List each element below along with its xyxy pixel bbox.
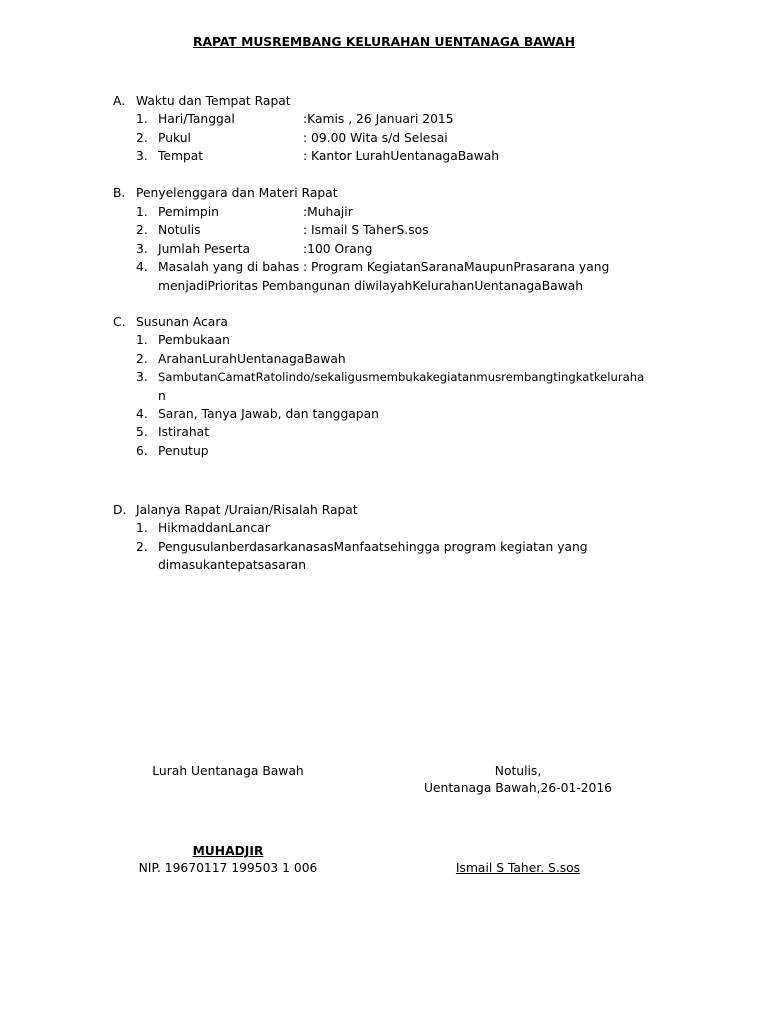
item-number: 3. [136, 242, 148, 256]
section-heading: Susunan Acara [136, 315, 228, 329]
item-label: Tempat [158, 149, 204, 163]
item-label: Notulis [158, 223, 201, 237]
item-text: PengusulanberdasarkanasasManfaatsehingga program kegiatan yang [158, 540, 588, 554]
item-value: : Program KegiatanSaranaMaupunPrasarana yang [303, 260, 610, 274]
item-number: 4. [136, 407, 148, 421]
section-heading: Jalanya Rapat /Uraian/Risalah Rapat [136, 503, 358, 517]
item-text: HikmaddanLancar [158, 521, 270, 535]
item-number: 3. [136, 149, 148, 163]
item-value: :100 Orang [303, 242, 373, 256]
item-value: : Kantor LurahUentanagaBawah [303, 149, 500, 163]
left-signer-title: Lurah Uentanaga Bawah [152, 764, 304, 778]
item-label: Hari/Tanggal [158, 112, 235, 126]
item-number: 1. [136, 521, 148, 535]
item-number: 6. [136, 444, 148, 458]
right-signer-title: Notulis, [494, 764, 542, 778]
item-number: 1. [136, 333, 148, 347]
item-value: :Kamis , 26 Januari 2015 [303, 112, 454, 126]
item-number: 5. [136, 425, 148, 439]
item-label: Pemimpin [158, 205, 219, 219]
item-number: 2. [136, 352, 148, 366]
item-number: 3. [136, 370, 148, 384]
left-signer-name: MUHADJIR [192, 844, 264, 858]
item-continuation: n [158, 389, 166, 403]
item-label: Pukul [158, 131, 191, 145]
item-value: :Muhajir [303, 205, 353, 219]
item-text: Saran, Tanya Jawab, dan tanggapan [158, 407, 379, 421]
right-signer-name: Ismail S Taher. S.sos [455, 861, 581, 875]
item-value: : Ismail S TaherS.sos [303, 223, 429, 237]
item-label: Masalah yang di bahas [158, 260, 300, 274]
document-title: RAPAT MUSREMBANG KELURAHAN UENTANAGA BAWAH [192, 35, 575, 49]
item-number: 4. [136, 260, 148, 274]
item-text: ArahanLurahUentanagaBawah [158, 352, 346, 366]
item-continuation: dimasukantepatsasaran [158, 558, 306, 572]
right-signer-place-date: Uentanaga Bawah,26-01-2016 [423, 781, 613, 795]
item-number: 2. [136, 131, 148, 145]
section-letter: C. [113, 315, 126, 329]
item-text: Istirahat [158, 425, 210, 439]
item-number: 2. [136, 540, 148, 554]
section-letter: A. [113, 94, 126, 108]
item-text: Penutup [158, 444, 209, 458]
item-text: SambutanCamatRatolindo/sekaligusmembukakegiatanmusrembangtingkatkeluraha [158, 370, 645, 384]
item-number: 1. [136, 112, 148, 126]
item-number: 2. [136, 223, 148, 237]
left-signer-nip: NIP. 19670117 199503 1 006 [138, 861, 318, 875]
item-label: Jumlah Peserta [158, 242, 250, 256]
item-value: : 09.00 Wita s/d Selesai [303, 131, 448, 145]
section-heading: Penyelenggara dan Materi Rapat [136, 186, 338, 200]
section-letter: D. [113, 503, 127, 517]
item-continuation: menjadiPrioritas Pembangunan diwilayahKelurahanUentanagaBawah [158, 279, 584, 293]
section-letter: B. [113, 186, 126, 200]
item-number: 1. [136, 205, 148, 219]
section-heading: Waktu dan Tempat Rapat [136, 94, 291, 108]
item-text: Pembukaan [158, 333, 230, 347]
